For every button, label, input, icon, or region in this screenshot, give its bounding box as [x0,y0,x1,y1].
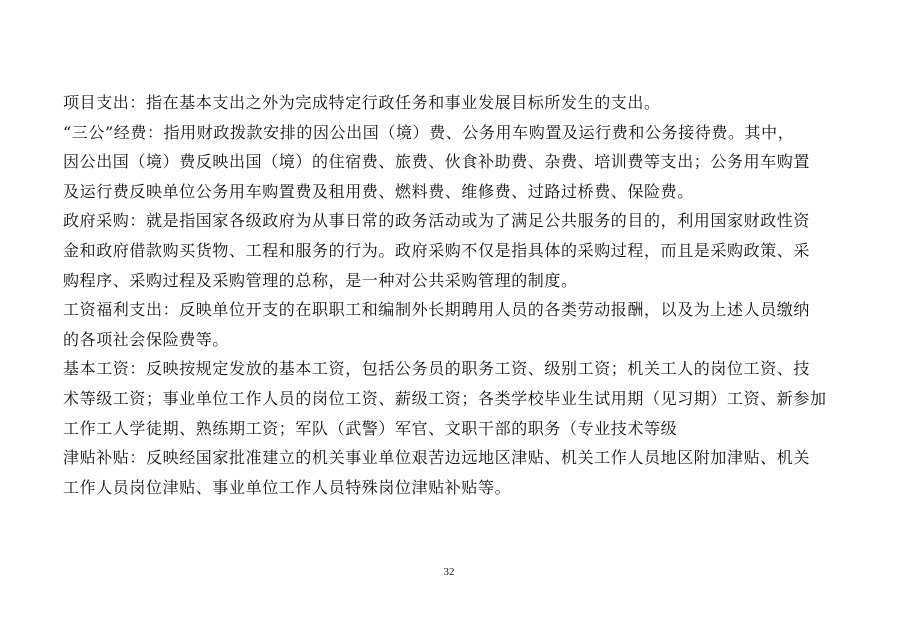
paragraph-project-expenditure [63,88,841,118]
text-line: 工资福利支出：反映单位开支的在职职工和编制外长期聘用人员的各类劳动报酬，以及为上述人员缴纳 [63,300,811,320]
paragraph-three-public-expenses [63,118,841,207]
page-number: 32 [443,566,455,578]
paragraph-basic-wage [63,354,841,443]
text-line: 项目支出：指在基本支出之外为完成特定行政任务和事业发展目标所发生的支出。 [63,93,661,112]
text-line: 的各项社会保险费等。 [63,329,230,349]
text-line: “三公”经费：指用财政拨款安排的因公出国（境）费、公务用车购置及运行费和公务接待费。其中， [63,122,795,142]
paragraph-allowances [63,443,841,502]
text-line: 津贴补贴：反映经国家批准建立的机关事业单位艰苦边远地区津贴、机关工作人员地区附加津贴、机关 [63,448,811,468]
paragraph-wage-welfare [63,295,841,354]
text-line: 政府采购：就是指国家各级政府为从事日常的政务活动或为了满足公共服务的目的，利用国家财政性资 [63,211,811,231]
text-line: 术等级工资；事业单位工作人员的岗位工资、薪级工资；各类学校毕业生试用期（见习期）工资、新参加 [63,388,827,408]
text-line: 购程序、采购过程及采购管理的总称，是一种对公共采购管理的制度。 [63,270,578,290]
text-line: 工作人员岗位津贴、事业单位工作人员特殊岗位津贴补贴等。 [63,477,512,497]
text-line: 基本工资：反映按规定发放的基本工资，包括公务员的职务工资、级别工资；机关工人的岗位工资、技 [63,359,811,379]
paragraph-government-procurement [63,206,841,295]
text-line: 及运行费反映单位公务用车购置费及租用费、燃料费、维修费、过路过桥费、保险费。 [63,181,694,201]
text-line: 因公出国（境）费反映出国（境）的住宿费、旅费、伙食补助费、杂费、培训费等支出；公务用车购置 [63,152,811,172]
text-line: 金和政府借款购买货物、工程和服务的行为。政府采购不仅是指具体的采购过程，而且是采购政策、采 [63,240,811,260]
text-line: 工作工人学徒期、熟练期工资；军队（武警）军官、文职干部的职务（专业技术等级 [63,418,678,438]
document-body [63,88,841,502]
